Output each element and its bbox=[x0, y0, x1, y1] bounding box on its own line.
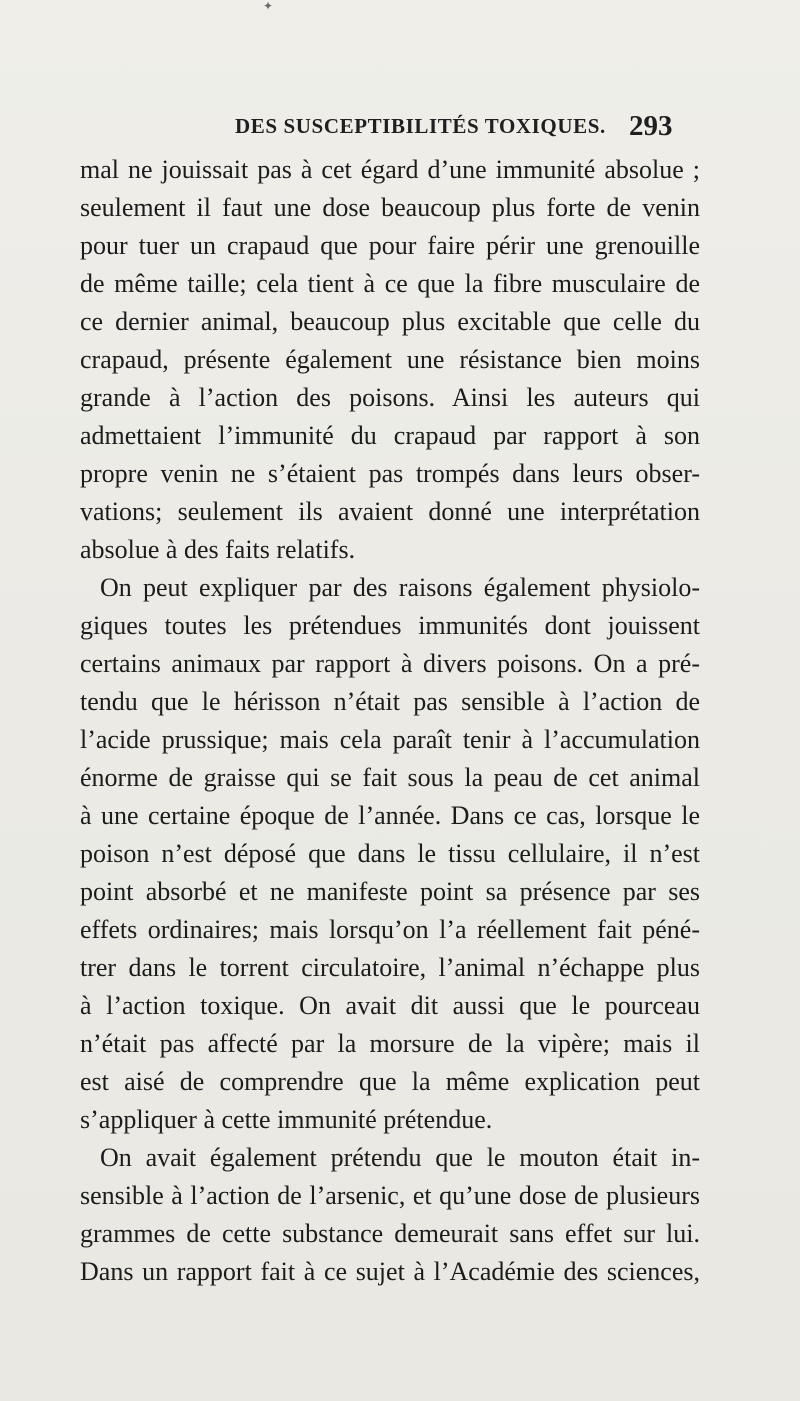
text-line: grande à l’action des poisons. Ainsi les auteurs qui bbox=[80, 383, 700, 412]
text-line: point absorbé et ne manifeste point sa présence par ses bbox=[80, 877, 700, 906]
text-line: poison n’est déposé que dans le tissu cellulaire, il n’est bbox=[80, 839, 700, 868]
text-line: Dans un rapport fait à ce sujet à l’Académie des sciences, bbox=[80, 1257, 700, 1286]
text-line: propre venin ne s’étaient pas trompés dans leurs obser- bbox=[80, 459, 700, 488]
text-line: à l’action toxique. On avait dit aussi que le pourceau bbox=[80, 991, 700, 1020]
paragraph-start-line: On peut expliquer par des raisons également physiolo- bbox=[100, 573, 700, 602]
page-number: 293 bbox=[629, 110, 673, 142]
text-line: de même taille; cela tient à ce que la fibre musculaire de bbox=[80, 269, 700, 298]
text-line: pour tuer un crapaud que pour faire périr une grenouille bbox=[80, 231, 700, 260]
text-line: est aisé de comprendre que la même explication peut bbox=[80, 1067, 700, 1096]
text-line: ce dernier animal, beaucoup plus excitable que celle du bbox=[80, 307, 700, 336]
text-line: giques toutes les prétendues immunités dont jouissent bbox=[80, 611, 700, 640]
paragraph-start-line: On avait également prétendu que le mouton était in- bbox=[100, 1143, 700, 1172]
text-line: grammes de cette substance demeurait sans effet sur lui. bbox=[80, 1219, 700, 1248]
text-line: sensible à l’action de l’arsenic, et qu’une dose de plusieurs bbox=[80, 1181, 700, 1210]
paragraph-end-line: s’appliquer à cette immunité prétendue. bbox=[80, 1105, 493, 1134]
text-line: trer dans le torrent circulatoire, l’animal n’échappe plus bbox=[80, 953, 700, 982]
paragraph-end-line: absolue à des faits relatifs. bbox=[80, 535, 356, 564]
body-text bbox=[80, 151, 700, 1291]
text-line: seulement il faut une dose beaucoup plus forte de venin bbox=[80, 193, 700, 222]
text-line: mal ne jouissait pas à cet égard d’une immunité absolue ; bbox=[80, 155, 700, 184]
text-line: crapaud, présente également une résistance bien moins bbox=[80, 345, 700, 374]
text-line: certains animaux par rapport à divers poisons. On a pré- bbox=[80, 649, 700, 678]
text-line: tendu que le hérisson n’était pas sensible à l’action de bbox=[80, 687, 700, 716]
text-line: admettaient l’immunité du crapaud par rapport à son bbox=[80, 421, 700, 450]
running-title: DES SUSCEPTIBILITÉS TOXIQUES. bbox=[235, 114, 606, 138]
text-line: l’acide prussique; mais cela paraît tenir à l’accumulation bbox=[80, 725, 700, 754]
text-line: énorme de graisse qui se fait sous la peau de cet animal bbox=[80, 763, 700, 792]
text-line: vations; seulement ils avaient donné une interprétation bbox=[80, 497, 700, 526]
text-line: à une certaine époque de l’année. Dans ce cas, lorsque le bbox=[80, 801, 700, 830]
text-line: n’était pas affecté par la morsure de la vipère; mais il bbox=[80, 1029, 700, 1058]
printer-mark-icon: ✦ bbox=[263, 0, 274, 13]
running-head bbox=[0, 110, 800, 144]
text-line: effets ordinaires; mais lorsqu’on l’a réellement fait péné- bbox=[80, 915, 700, 944]
